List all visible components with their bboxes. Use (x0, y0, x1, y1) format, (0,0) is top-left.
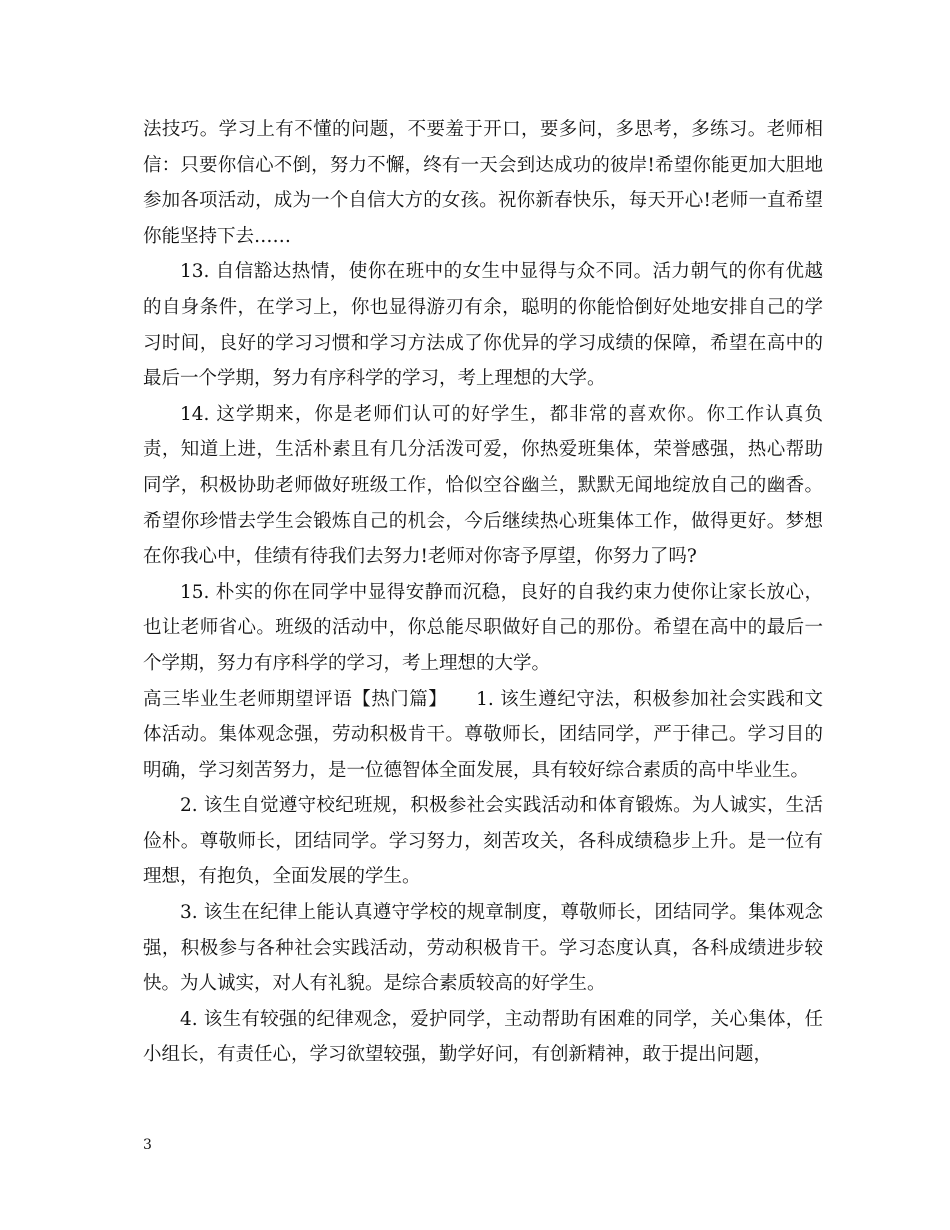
document-body (143, 112, 823, 1073)
section-heading-paragraph: 高三毕业生老师期望评语【热门篇】 1. 该生遵纪守法，积极参加社会实践和文体活动。集体观念强，劳动积极肯干。尊敬师长，团结同学，严于律己。学习目的明确，学习刻苦努力，是一位德智体全面发展，具有较好综合素质的高中毕业生。 (143, 688, 823, 781)
paragraph-item-3: 3. 该生在纪律上能认真遵守学校的规章制度，尊敬师长，团结同学。集体观念强，积极参与各种社会实践活动，劳动积极肯干。学习态度认真，各科成绩进步较快。为人诚实，对人有礼貌。是综合素质较高的好学生。 (143, 902, 823, 995)
paragraph-item-14: 14. 这学期来，你是老师们认可的好学生，都非常的喜欢你。你工作认真负责，知道上进，生活朴素且有几分活泼可爱，你热爱班集体，荣誉感强，热心帮助同学，积极协助老师做好班级工作，恰似空谷幽兰，默默无闻地绽放自己的幽香。希望你珍惜去学生会锻炼自己的机会，今后继续热心班集体工作，做得更好。梦想在你我心中，佳绩有待我们去努力!老师对你寄予厚望，你努力了吗? (143, 403, 823, 568)
paragraph-item-15: 15. 朴实的你在同学中显得安静而沉稳，良好的自我约束力使你让家长放心，也让老师省心。班级的活动中，你总能尽职做好自己的那份。希望在高中的最后一个学期，努力有序科学的学习，考上理想的大学。 (143, 581, 823, 674)
paragraph-item-13: 13. 自信豁达热情，使你在班中的女生中显得与众不同。活力朝气的你有优越的自身条件，在学习上，你也显得游刃有余，聪明的你能恰倒好处地安排自己的学习时间，良好的学习习惯和学习方法成了你优异的学习成绩的保障，希望在高中的最后一个学期，努力有序科学的学习，考上理想的大学。 (143, 261, 823, 390)
paragraph-item-4: 4. 该生有较强的纪律观念，爱护同学，主动帮助有困难的同学，关心集体，任小组长，有责任心，学习欲望较强，勤学好问，有创新精神，敢于提出问题， (143, 1008, 823, 1066)
paragraph-continuation: 法技巧。学习上有不懂的问题，不要羞于开口，要多问，多思考，多练习。老师相信：只要你信心不倒，努力不懈，终有一天会到达成功的彼岸!希望你能更加大胆地参加各项活动，成为一个自信大方的女孩。祝你新春快乐，每天开心!老师一直希望你能坚持下去…… (143, 119, 823, 247)
page-number: 3 (143, 1137, 152, 1153)
paragraph-item-2: 2. 该生自觉遵守校纪班规，积极参社会实践活动和体育锻炼。为人诚实，生活俭朴。尊敬师长，团结同学。学习努力，刻苦攻关，各科成绩稳步上升。是一位有理想，有抱负，全面发展的学生。 (143, 795, 823, 888)
